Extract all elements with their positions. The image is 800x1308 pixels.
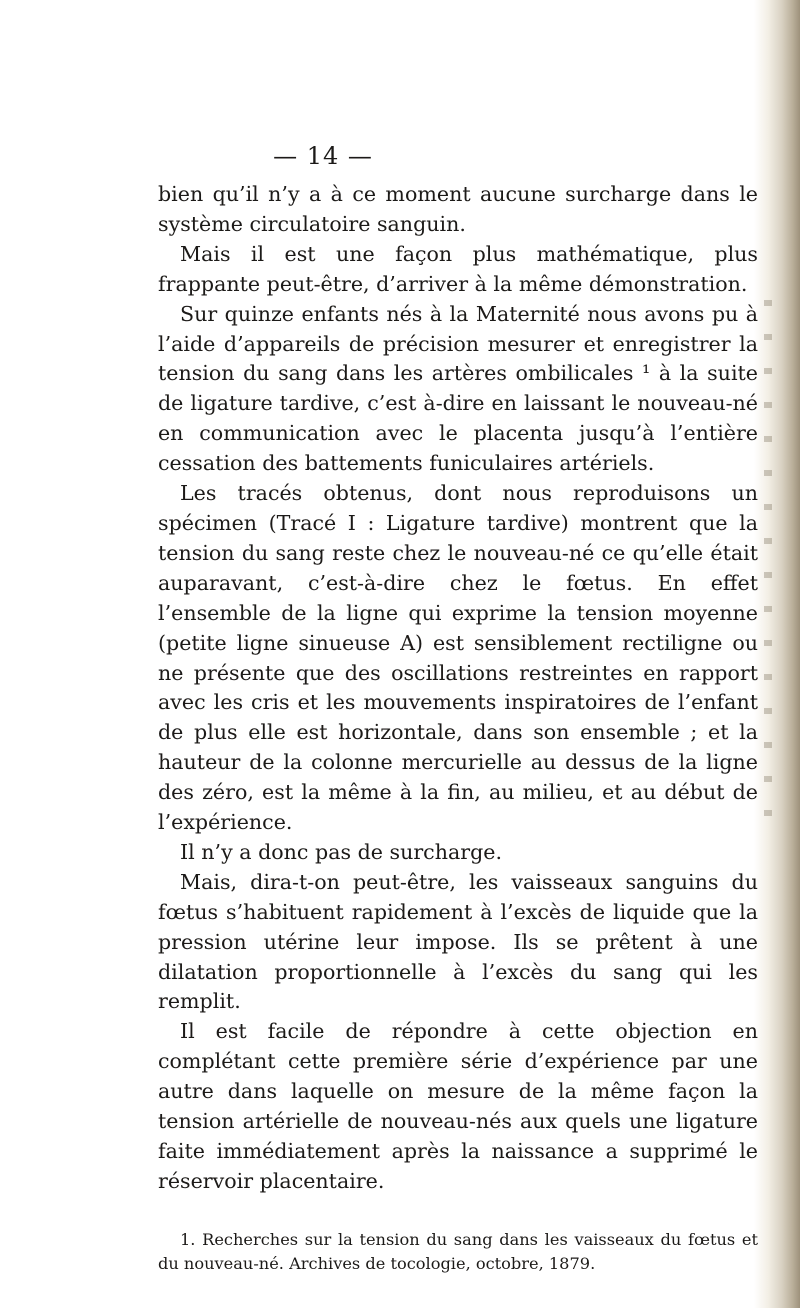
page-number: — 14 — bbox=[273, 142, 373, 170]
paragraph: Il n’y a donc pas de surcharge. bbox=[180, 839, 503, 864]
body-text bbox=[158, 180, 758, 1197]
paragraph: Les tracés obtenus, dont nous reproduisons un spécimen (Tracé I : Ligature tardive) montrent que la tension du sang reste chez le nouveau-né ce qu’elle était auparavant, c’est-à-dire chez le fœtus. En effet l’ensemble de la ligne qui exprime la tension moyenne (petite ligne sinueuse A) est sensiblement rectiligne ou ne présente que des oscillations restreintes en rapport avec les cris et les mouvements inspiratoires de l’enfant de plus elle est horizontale, dans son ensemble ; et la hauteur de la colonne mercurielle au dessus de la ligne des zéro, est la même à la fin, au milieu, et au début de l’expérience. bbox=[158, 481, 758, 835]
paragraph: Mais il est une façon plus mathématique, plus frappante peut-être, d’arriver à la même démonstration. bbox=[158, 241, 758, 296]
paragraph: Sur quinze enfants nés à la Maternité nous avons pu à l’aide d’appareils de précision mesurer et enregistrer la tension du sang dans les artères ombilicales ¹ à la suite de ligature tardive, c’est à-dire en laissant le nouveau-né en communication avec le placenta jusqu’à l’entière cessation des battements funiculaires artériels. bbox=[158, 301, 758, 476]
paragraph: Mais, dira-t-on peut-être, les vaisseaux sanguins du fœtus s’habituent rapidement à l’excès de liquide que la pression utérine leur impose. Ils se prêtent à une dilatation proportionnelle à l’excès du sang qui les remplit. bbox=[158, 869, 758, 1014]
footnotes bbox=[158, 1228, 758, 1276]
paragraph: bien qu’il n’y a à ce moment aucune surcharge dans le système circulatoire sanguin. bbox=[158, 182, 758, 236]
footnote: 1. Recherches sur la tension du sang dans les vaisseaux du fœtus et du nouveau-né. Archives de tocologie, octobre, 1879. bbox=[158, 1230, 758, 1273]
paragraph: Il est facile de répondre à cette objection en complétant cette première série d’expérience par une autre dans laquelle on mesure de la même façon la tension artérielle de nouveau-nés aux quels une ligature faite immédiatement après la naissance a supprimé le réservoir placentaire. bbox=[158, 1019, 758, 1193]
page-binding-edge bbox=[754, 0, 800, 1308]
